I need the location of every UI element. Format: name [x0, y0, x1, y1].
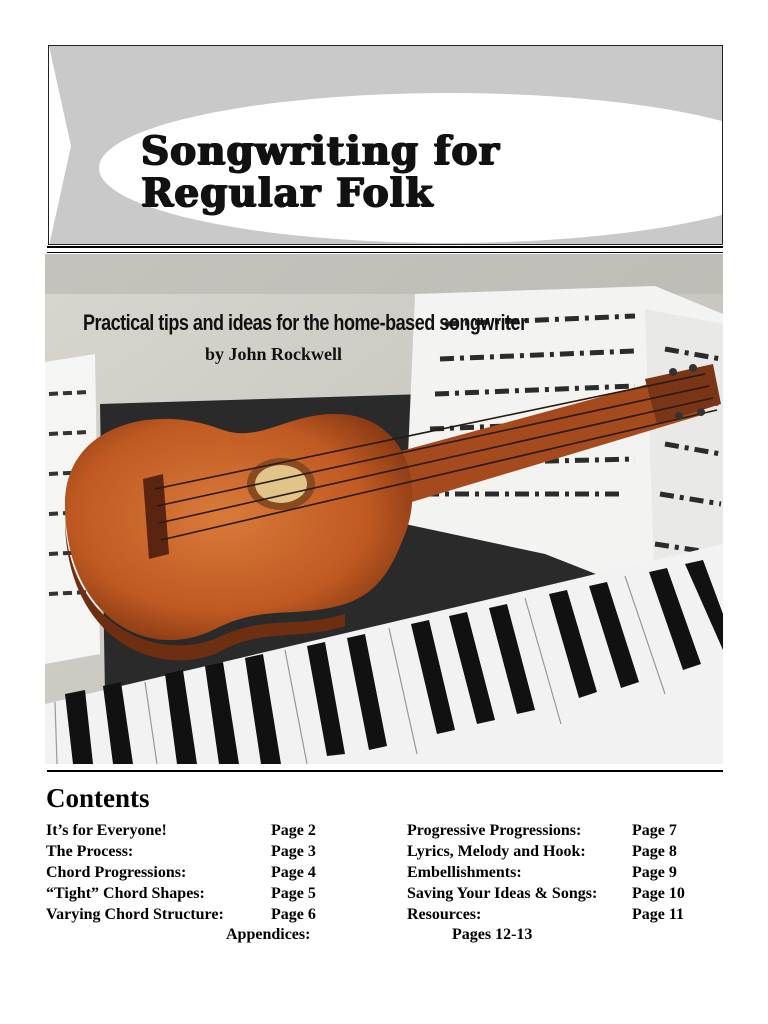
toc-row [46, 862, 376, 883]
toc-entry-page: Page 6 [271, 906, 316, 923]
toc-entry-label: The Process: [46, 843, 134, 860]
toc-entry-label: Progressive Progressions: [407, 822, 582, 839]
author-byline: by John Rockwell [205, 344, 343, 364]
toc-left-column [46, 820, 376, 925]
document-title [141, 130, 723, 214]
toc-entry-label: Resources: [407, 906, 482, 923]
toc-entry-page: Page 9 [632, 864, 677, 881]
toc-entry-label: It’s for Everyone! [46, 822, 167, 839]
toc-entry-page: Page 4 [271, 864, 316, 881]
toc-entry-page: Page 2 [271, 822, 316, 839]
toc-entry-label: Saving Your Ideas & Songs: [407, 885, 598, 902]
divider-bottom [47, 770, 723, 772]
toc-row [46, 904, 376, 925]
toc-right-column [407, 820, 727, 925]
contents-heading: Contents [46, 783, 150, 813]
toc-entry-label: Embellishments: [407, 864, 522, 881]
toc-entry-page: Page 3 [271, 843, 316, 860]
toc-entry-label: Chord Progressions: [46, 864, 187, 881]
toc-entry-page: Page 7 [632, 822, 677, 839]
divider-top [47, 246, 723, 248]
toc-row [46, 841, 376, 862]
toc-entry-page: Page 10 [632, 885, 685, 902]
title-banner [48, 45, 723, 245]
title-line-1: Songwriting for [141, 128, 501, 174]
toc-row [407, 904, 727, 925]
toc-entry-page: Page 8 [632, 843, 677, 860]
toc-row [46, 820, 376, 841]
divider-top-thin [47, 252, 723, 253]
toc-entry-label: Lyrics, Melody and Hook: [407, 843, 586, 860]
toc-entry-page: Page 5 [271, 885, 316, 902]
cover-illustration [45, 254, 723, 764]
toc-entry-label: Varying Chord Structure: [46, 906, 224, 923]
toc-row [407, 820, 727, 841]
toc-row [407, 862, 727, 883]
cover-subtitle: Practical tips and ideas for the home-based songwriter [83, 310, 527, 335]
toc-entry-page: Page 11 [632, 906, 684, 923]
toc-entry-label: “Tight” Chord Shapes: [46, 885, 205, 902]
toc-row [46, 883, 376, 904]
toc-row [407, 841, 727, 862]
toc-row [407, 883, 727, 904]
appendices-label: Appendices: [226, 926, 311, 943]
title-line-2: Regular Folk [141, 170, 434, 216]
appendices-page: Pages 12-13 [452, 926, 533, 943]
